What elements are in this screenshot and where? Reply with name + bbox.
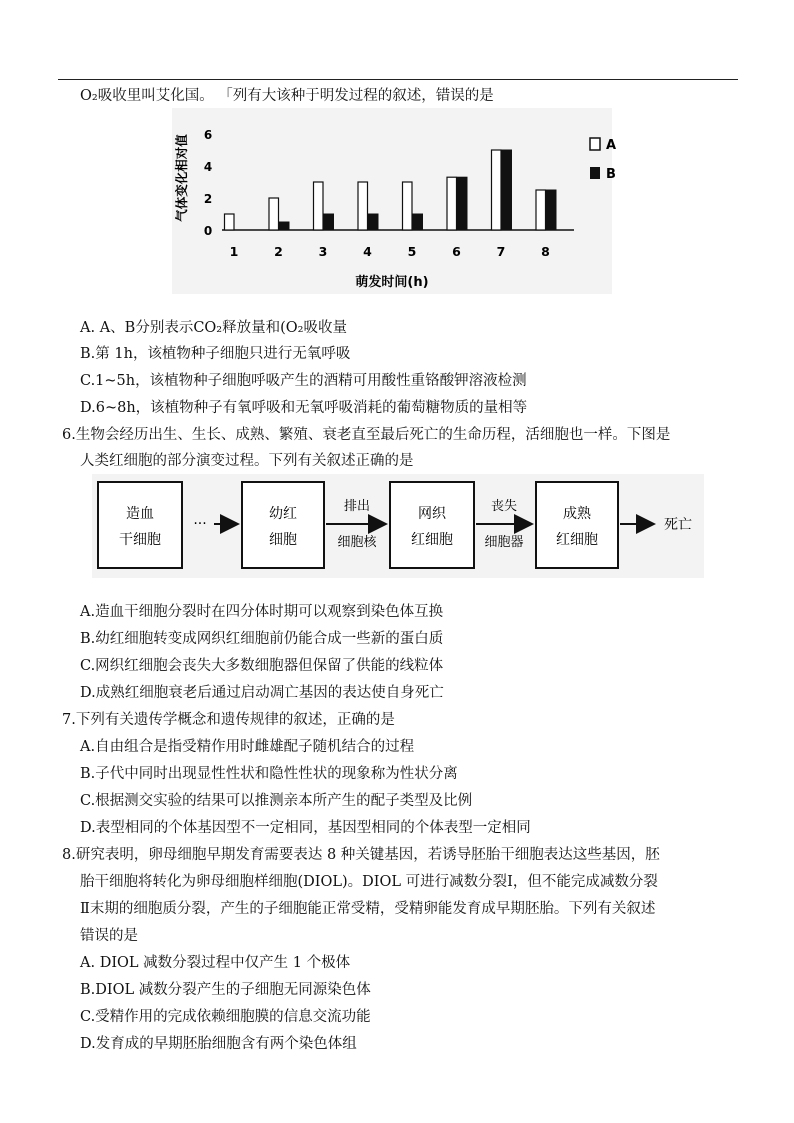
x-tick-label: 3 (318, 244, 328, 259)
q8-stem-line-1: 8.研究表明，卵母细胞早期发育需要表达 8 种关键基因，若诱导胚胎干细胞表达这些基因，胚 (62, 847, 660, 863)
bar-series-a (536, 190, 546, 230)
q8-stem-line-2: 胎干细胞将转化为卵母细胞样细胞(DIOL)。DIOL 可进行减数分裂Ⅰ，但不能完成减数分裂 (80, 874, 658, 890)
q8-option-c: C.受精作用的完成依赖细胞膜的信息交流功能 (80, 1009, 371, 1025)
q5-option-d: D.6~8h，该植物种子有氧呼吸和无氧呼吸消耗的葡萄糖物质的量相等 (80, 400, 528, 416)
x-tick-label: 5 (407, 244, 417, 259)
bar-series-a (314, 182, 324, 230)
x-tick-label: 1 (229, 244, 239, 259)
question-stem-5: O₂吸收里叫艾化国。 「列有大该种于明发过程的叙述，错误的是 (80, 88, 494, 104)
y-axis-label: 气体变化相对值 (174, 134, 189, 222)
bar-series-b (280, 222, 290, 230)
box2-line1: 幼红 (269, 506, 297, 522)
box4-line2: 红细胞 (556, 532, 598, 548)
red-blood-cell-flow-diagram (92, 474, 704, 578)
q7-option-a: A.自由组合是指受精作用时雌雄配子随机结合的过程 (80, 739, 415, 755)
q5-option-a: A. A、B分别表示CO₂释放量和(O₂吸收量 (80, 320, 347, 336)
box4-line1: 成熟 (563, 506, 591, 522)
q8-option-d: D.发育成的早期胚胎细胞含有两个染色体组 (80, 1036, 357, 1052)
q6-option-a: A.造血干细胞分裂时在四分体时期可以观察到染色体互换 (80, 604, 444, 620)
bar-series-b (547, 190, 557, 230)
legend-label-a: A (606, 138, 617, 153)
bar-series-b (324, 214, 334, 230)
q6-option-d: D.成熟红细胞衰老后通过启动凋亡基因的表达使自身死亡 (80, 685, 444, 701)
legend-swatch-b (590, 167, 600, 179)
x-tick-label: 7 (496, 244, 506, 259)
box-mature-red-blood-cell (536, 482, 618, 568)
bar-series-a (492, 150, 502, 230)
q7-option-d: D.表型相同的个体基因型不一定相同，基因型相同的个体表型一定相同 (80, 820, 531, 836)
bar-series-a (225, 214, 235, 230)
q6-stem-line-1: 6.生物会经历出生、生长、成熟、繁殖、衰老直至最后死亡的生命历程，活细胞也一样。下图是 (62, 427, 671, 443)
x-tick-label: 2 (274, 244, 283, 259)
box3-line2: 红细胞 (411, 532, 453, 548)
y-tick-label: 2 (203, 192, 213, 206)
q6-option-c: C.网织红细胞会丧失大多数细胞器但保留了供能的线粒体 (80, 658, 444, 674)
y-tick-label: 0 (203, 224, 213, 238)
arrow-2-label-bottom: 细胞核 (337, 535, 377, 550)
death-label: 死亡 (664, 517, 692, 533)
x-axis-label: 萌发时间(h) (355, 275, 429, 290)
q8-stem-line-3: Ⅱ末期的细胞质分裂，产生的子细胞能正常受精，受精卵能发育成早期胚胎。下列有关叙述 (80, 901, 656, 917)
bar-series-b (502, 150, 512, 230)
arrow-2-label-top: 排出 (343, 499, 371, 514)
q7-option-b: B.子代中同时出现显性性状和隐性性状的现象称为性状分离 (80, 766, 458, 782)
box2-line2: 细胞 (269, 532, 297, 548)
bar-series-b (458, 177, 468, 230)
q6-option-b: B.幼红细胞转变成网织红细胞前仍能合成一些新的蛋白质 (80, 631, 444, 647)
box1-line2: 干细胞 (119, 532, 161, 548)
y-tick-label: 4 (203, 160, 213, 174)
bar-series-a (447, 177, 457, 230)
q7-option-c: C.根据测交实验的结果可以推测亲本所产生的配子类型及比例 (80, 793, 473, 809)
box3-line1: 网织 (418, 506, 446, 522)
q5-option-c: C.1~5h，该植物种子细胞呼吸产生的酒精可用酸性重铬酸钾溶液检测 (80, 373, 527, 389)
ellipsis: ··· (193, 516, 207, 532)
box-hematopoietic-stem-cell (98, 482, 182, 568)
y-tick-label: 6 (203, 128, 213, 142)
bar-chart (160, 104, 630, 300)
x-tick-label: 6 (452, 244, 461, 259)
bar-series-b (369, 214, 379, 230)
q8-stem-line-4: 错误的是 (80, 928, 138, 944)
q7-stem: 7.下列有关遗传学概念和遗传规律的叙述，正确的是 (62, 712, 395, 728)
q6-stem-line-2: 人类红细胞的部分演变过程。下列有关叙述正确的是 (80, 453, 414, 469)
q8-option-a: A. DIOL 减数分裂过程中仅产生 1 个极体 (80, 955, 351, 971)
box-reticulocyte (390, 482, 474, 568)
bar-series-a (269, 198, 279, 230)
bar-series-a (403, 182, 413, 230)
box-proerythroblast (242, 482, 324, 568)
x-tick-label: 8 (541, 244, 550, 259)
q5-option-b: B.第 1h，该植物种子细胞只进行无氧呼吸 (80, 346, 351, 362)
arrow-3-label-bottom: 细胞器 (484, 535, 524, 550)
header-rule (58, 79, 738, 80)
bar-series-b (413, 214, 423, 230)
q8-option-b: B.DIOL 减数分裂产生的子细胞无同源染色体 (80, 982, 371, 998)
x-tick-label: 4 (363, 244, 372, 259)
bar-series-a (358, 182, 368, 230)
box1-line1: 造血 (126, 506, 154, 522)
legend-label-b: B (606, 167, 616, 182)
arrow-3-label-top: 丧失 (490, 499, 518, 514)
legend-swatch-a (590, 138, 600, 150)
